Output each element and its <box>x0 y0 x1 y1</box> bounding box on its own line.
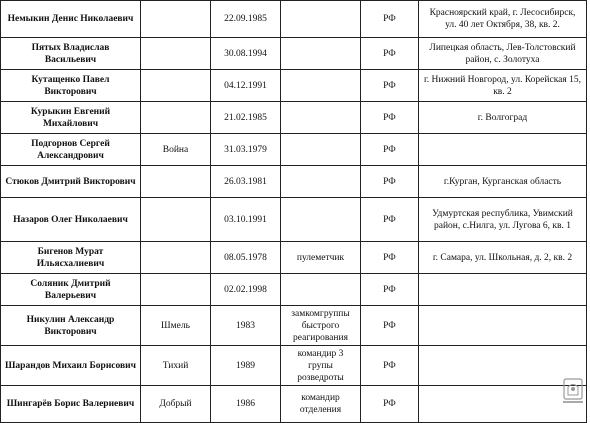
table-row <box>1 306 587 346</box>
table-row <box>1 346 587 386</box>
position-cell: замкомгруппы быстрого реагирования <box>281 306 361 346</box>
citizenship-cell: РФ <box>361 134 419 166</box>
position-cell <box>281 198 361 242</box>
position-cell <box>281 274 361 306</box>
position-cell: командир отделения <box>281 386 361 423</box>
name-cell: Стюков Дмитрий Викторович <box>1 166 141 198</box>
birth-date-cell: 08.05.1978 <box>211 242 281 274</box>
name-cell: Бигенов Мурат Ильясхалиевич <box>1 242 141 274</box>
position-cell <box>281 70 361 102</box>
birth-date-cell: 21.02.1985 <box>211 102 281 134</box>
callsign-cell <box>141 1 211 38</box>
name-cell: Шингарёв Борис Валериевич <box>1 386 141 423</box>
address-cell: Липецкая область, Лев-Толстовский район, с. Золотуха <box>419 38 587 70</box>
name-cell: Пятых Владислав Васильевич <box>1 38 141 70</box>
callsign-cell <box>141 198 211 242</box>
address-cell: г. Волгоград <box>419 102 587 134</box>
birth-date-cell: 1986 <box>211 386 281 423</box>
address-cell <box>419 274 587 306</box>
birth-date-cell: 31.03.1979 <box>211 134 281 166</box>
table-row <box>1 102 587 134</box>
position-cell: командир 3 групы розведроты <box>281 346 361 386</box>
address-cell <box>419 134 587 166</box>
callsign-cell <box>141 38 211 70</box>
citizenship-cell: РФ <box>361 306 419 346</box>
position-cell: пулеметчик <box>281 242 361 274</box>
birth-date-cell: 02.02.1998 <box>211 274 281 306</box>
address-cell: г. Нижний Новгород, ул. Корейская 15, кв. 2 <box>419 70 587 102</box>
citizenship-cell: РФ <box>361 70 419 102</box>
name-cell: Немыкин Денис Николаевич <box>1 1 141 38</box>
birth-date-cell: 1989 <box>211 346 281 386</box>
position-cell <box>281 38 361 70</box>
name-cell: Курыкин Евгений Михайлович <box>1 102 141 134</box>
name-cell: Подгорнов Сергей Александрович <box>1 134 141 166</box>
name-cell: Назаров Олег Николаевич <box>1 198 141 242</box>
table-row <box>1 386 587 423</box>
position-cell <box>281 1 361 38</box>
emblem-watermark-icon <box>560 376 586 406</box>
table-row <box>1 274 587 306</box>
callsign-cell: Шмель <box>141 306 211 346</box>
birth-date-cell: 30.08.1994 <box>211 38 281 70</box>
birth-date-cell: 22.09.1985 <box>211 1 281 38</box>
table-row <box>1 166 587 198</box>
name-cell: Никулин Александр Викторович <box>1 306 141 346</box>
callsign-cell: Война <box>141 134 211 166</box>
position-cell <box>281 102 361 134</box>
position-cell <box>281 166 361 198</box>
citizenship-cell: РФ <box>361 242 419 274</box>
callsign-cell <box>141 70 211 102</box>
citizenship-cell: РФ <box>361 166 419 198</box>
callsign-cell: Тихий <box>141 346 211 386</box>
birth-date-cell: 03.10.1991 <box>211 198 281 242</box>
table-row <box>1 242 587 274</box>
address-cell: г. Самара, ул. Школьная, д. 2, кв. 2 <box>419 242 587 274</box>
name-cell: Кутащенко Павел Викторович <box>1 70 141 102</box>
position-cell <box>281 134 361 166</box>
birth-date-cell: 1983 <box>211 306 281 346</box>
callsign-cell <box>141 166 211 198</box>
table-body <box>1 1 587 423</box>
address-cell: г.Курган, Курганская область <box>419 166 587 198</box>
citizenship-cell: РФ <box>361 102 419 134</box>
citizenship-cell: РФ <box>361 386 419 423</box>
birth-date-cell: 26.03.1981 <box>211 166 281 198</box>
name-cell: Соляник Дмитрий Валерьевич <box>1 274 141 306</box>
address-cell: Удмуртская республика, Увимский район, с.Нилга, ул. Лугова 6, кв. 1 <box>419 198 587 242</box>
callsign-cell <box>141 102 211 134</box>
citizenship-cell: РФ <box>361 346 419 386</box>
birth-date-cell: 04.12.1991 <box>211 70 281 102</box>
callsign-cell <box>141 242 211 274</box>
callsign-cell <box>141 274 211 306</box>
citizenship-cell: РФ <box>361 274 419 306</box>
address-cell <box>419 306 587 346</box>
citizenship-cell: РФ <box>361 1 419 38</box>
table-row <box>1 198 587 242</box>
citizenship-cell: РФ <box>361 38 419 70</box>
table-row <box>1 1 587 38</box>
table-row <box>1 38 587 70</box>
name-cell: Шарандов Михаил Борисович <box>1 346 141 386</box>
citizenship-cell: РФ <box>361 198 419 242</box>
table-row <box>1 70 587 102</box>
callsign-cell: Добрый <box>141 386 211 423</box>
table-row <box>1 134 587 166</box>
address-cell: Красноярский край, г. Лесосибирск, ул. 40 лет Октября, 38, кв. 2. <box>419 1 587 38</box>
